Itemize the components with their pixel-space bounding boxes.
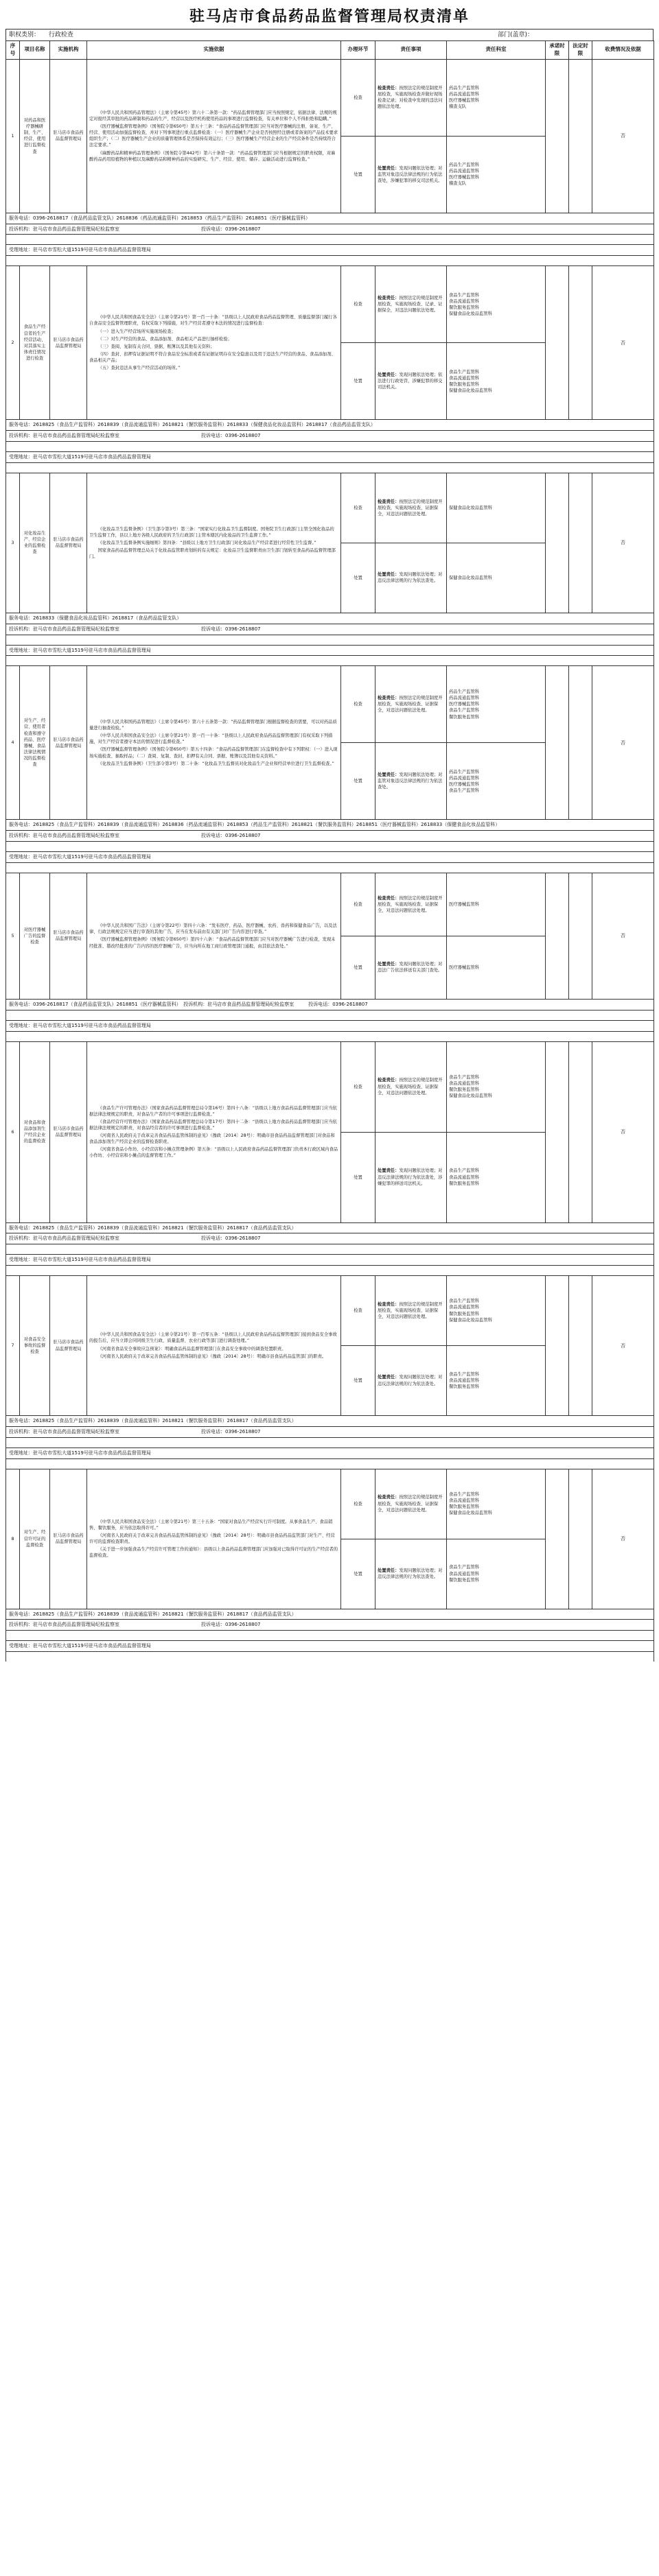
duty-title: 处置责任： (378, 572, 400, 578)
spacer-cell (6, 842, 654, 852)
spacer-cell (6, 1266, 654, 1276)
agency-name: 驻马店市食品药品监督管理局 (50, 1041, 87, 1222)
fee-notes: 否 (592, 266, 654, 420)
undertake-limit (546, 266, 569, 420)
service-info-row (6, 1020, 654, 1031)
service-info-row (6, 420, 654, 431)
spacer-cell (6, 656, 654, 666)
service-complaint: 投诉机构：驻马店市食品药品监督管理局纪检监察室 投诉电话：0396-2618807 (6, 831, 654, 842)
duty-text (375, 343, 447, 420)
table-body (6, 59, 654, 1662)
duty-text (375, 1346, 447, 1416)
duty-title: 检查责任： (378, 296, 400, 301)
spacer-row (6, 1010, 654, 1020)
service-info-row (6, 999, 654, 1010)
basis-paragraph: （三）查阅、复制有关合同、票据、账簿以及其他有关资料； (97, 344, 215, 349)
service-info-row (6, 852, 654, 863)
duty-org: 食品生产监管科 食品流通监管科 餐饮服务监管科 保健食品化妆品监管科 (447, 343, 546, 420)
service-info-row (6, 624, 654, 635)
legal-limit (569, 1469, 592, 1609)
duty-desc: 发现问题依法处理；对违反法律法规的行为依法查处，涉嫌犯罪的移送司法机关。 (378, 1168, 443, 1186)
basis-text (87, 266, 341, 420)
duty-title: 处置责任： (378, 1375, 400, 1380)
basis-paragraph: 国家食品药品监督管理总局关于化妆品监管职责划转的有关规定：化妆品卫生监督职责由卫生部门划转至食品药品监督管理部门。 (89, 547, 336, 559)
service-complaint: 投诉机构：驻马店市食品药品监督管理局纪检监察室 投诉电话：0396-2618807 (6, 1233, 654, 1244)
duty-text (375, 1132, 447, 1222)
row-number: 2 (6, 266, 20, 420)
spacer-cell (6, 1631, 654, 1641)
spacer-cell (6, 862, 654, 873)
agency-name: 驻马店市食品药品监督管理局 (50, 1469, 87, 1609)
duty-text (375, 1041, 447, 1132)
duty-text (375, 136, 447, 213)
undertake-limit (546, 1276, 569, 1416)
service-info-row (6, 451, 654, 462)
spacer-row (6, 842, 654, 852)
service-phone: 服务电话：0396-2618817（食品药品监管支队）2618851（医疗器械监管科） 投诉机构：驻马店市食品药品监督管理局纪检监察室 投诉电话：0396-2618807 (6, 999, 654, 1010)
item-name: 对食品安全事故的监督检查 (20, 1276, 50, 1416)
duty-desc: 发现问题依法处理；依法进行行政处罚，涉嫌犯罪的移交司法机关。 (378, 373, 443, 390)
service-phone: 服务电话：2618825（食品生产监管科）2618839（食品流通监管科）2618836（药品流通监管科）2618853（药品生产监管科）2618821（餐饮服务监管科）2618851（医疗器械监管科）2618833（保健食品化妆品监管科） (6, 820, 654, 831)
spacer-cell (6, 441, 654, 451)
category-label: 职权类别： (9, 32, 41, 38)
agency-name: 驻马店市食品药品监督管理局 (50, 666, 87, 820)
agency-name: 驻马店市食品药品监督管理局 (50, 59, 87, 213)
service-complaint: 投诉机构：驻马店市食品药品监督管理局纪检监察室 投诉电话：0396-2618807 (6, 224, 654, 235)
row-number: 4 (6, 666, 20, 820)
basis-paragraph: 《河南省食品安全事故应急预案》：明确食品药品监督管理部门在食品安全事故中的调查处置职责。 (97, 1346, 286, 1351)
service-info-row (6, 431, 654, 442)
duty-title: 检查责任： (378, 499, 400, 504)
duty-title: 处置责任： (378, 1568, 400, 1573)
basis-text (87, 1276, 341, 1416)
duty-org: 食品生产监管科 食品流通监管科 餐饮服务监管科 保健食品化妆品监管科 (447, 266, 546, 343)
service-phone: 服务电话：2618825（食品生产监管科）2618839（食品流通监管科）2618821（餐饮服务监管科）2618833（保健食品化妆品监管科）2618817（食品药品监管支队） (6, 420, 654, 431)
legal-limit (569, 873, 592, 999)
duty-title: 检查责任： (378, 86, 400, 91)
basis-paragraph: 《中华人民共和国食品安全法》（主席令第21号）第一百零五条：“县级以上人民政府食品药品监督管理部门接到食品安全事故的报告后，应当立即会同同级卫生行政、质量监督、农业行政等部门进行调查处理。” (89, 1332, 337, 1344)
step-name: 检查 (341, 59, 375, 136)
service-info-row (6, 1255, 654, 1266)
duty-text (375, 1539, 447, 1609)
duty-org: 食品生产监管科 食品流通监管科 餐饮服务监管科 保健食品化妆品监管科 (447, 1469, 546, 1539)
basis-paragraph: 《河南省人民政府关于改革完善食品药品监管体制的意见》（豫政〔2014〕28号）：明确市县食品药品监管部门的职责。 (97, 1354, 327, 1359)
duty-text (375, 1276, 447, 1346)
duty-desc: 按照法定的规范制度开展检查，实施现场检查、记录、证据保全，对违法问题依法处理。 (378, 296, 443, 314)
spacer-row (6, 441, 654, 451)
fee-notes: 否 (592, 1276, 654, 1416)
spacer-row (6, 462, 654, 473)
header-no: 序号 (6, 41, 20, 60)
duty-text (375, 266, 447, 343)
service-address: 受理地址：驻马店市雪松大道1519号驻马店市食品药品监督管理局 (6, 1641, 654, 1652)
basis-paragraph: （二）对生产经营的食品、食品添加剂、食品相关产品进行抽样检验； (97, 336, 232, 342)
service-complaint: 投诉机构：驻马店市食品药品监督管理局纪检监察室 投诉电话：0396-2618807 (6, 1620, 654, 1631)
header-notes: 收费情况及依据 (592, 41, 654, 60)
basis-text (87, 1041, 341, 1222)
basis-paragraph: 《中华人民共和国广告法》（主席令第22号）第四十六条：“发布医疗、药品、医疗器械、农药、兽药和保健食品广告，以及法律、行政法规规定应当进行审查的其他广告，应当在发布前由有关部门对广告内容进行审查。” (89, 923, 337, 935)
basis-text (87, 1469, 341, 1609)
legal-limit (569, 1041, 592, 1222)
legal-limit (569, 59, 592, 213)
fee-notes: 否 (592, 1469, 654, 1609)
spacer-cell (6, 1458, 654, 1469)
spacer-cell (6, 1010, 654, 1020)
table-row (6, 666, 654, 743)
duty-org: 药品生产监管科 药品流通监管科 医疗器械监管科 食品生产监管科 餐饮服务监管科 (447, 666, 546, 743)
basis-paragraph: 《河南省人民政府关于改革完善食品药品监管体制的意见》（豫政〔2014〕28号）：明确市县食品药品监管部门对生产、经营许可的监督检查职责。 (89, 1533, 335, 1545)
step-name: 处置 (341, 343, 375, 420)
basis-paragraph: （四）查封、扣押有证据证明不符合食品安全标准或者有证据证明存在安全隐患以及用于违法生产经营的食品、食品添加剂、食品相关产品； (89, 351, 336, 364)
step-name: 检查 (341, 1041, 375, 1132)
table-row (6, 266, 654, 343)
duty-desc: 按照法定的规范制度开展检查，实施现场检查、证据保全，对违法问题依法处理。 (378, 1301, 443, 1320)
spacer-row (6, 1458, 654, 1469)
spacer-row (6, 1631, 654, 1641)
duty-org: 食品生产监管科 食品流通监管科 餐饮服务监管科 保健食品化妆品监管科 (447, 1041, 546, 1132)
header-duty: 责任事项 (375, 41, 447, 60)
duty-org: 食品生产监管科 食品流通监管科 餐饮服务监管科 (447, 1132, 546, 1222)
basis-paragraph: 《中华人民共和国食品安全法》（主席令第21号）第一百一十条：“县级以上人民政府食品药品监督管理、质量监督部门履行各自食品安全监督管理职责，有权采取下列措施，对生产经营者遵守本法的情况进行监督检查： (89, 315, 337, 327)
undertake-limit (546, 473, 569, 613)
service-phone: 服务电话：2618825（食品生产监管科）2618839（食品流通监管科）2618821（餐饮服务监管科）2618817（食品药品监管支队） (6, 1609, 654, 1620)
item-name: 对化妆品生产、经营企业的监督检查 (20, 473, 50, 613)
spacer-cell (6, 1437, 654, 1447)
duty-text (375, 543, 447, 613)
category-info (9, 29, 80, 40)
service-info-row (6, 224, 654, 235)
duty-org: 食品生产监管科 食品流通监管科 餐饮服务监管科 (447, 1539, 546, 1609)
item-name: 食品生产经营者的生产经营活动、对其落实主体责任情况进行检查 (20, 266, 50, 420)
header-undertake: 承诺时限 (546, 41, 569, 60)
service-phone: 服务电话：2618825（食品生产监管科）2618839（食品流通监管科）2618821（餐饮服务监管科）2618817（食品药品监管支队） (6, 1416, 654, 1427)
basis-paragraph: 《化妆品卫生监督条例》（卫生部令第3号）第二十条：“化妆品卫生监督员对化妆品生产企业和经营单位进行卫生监督检查。” (97, 761, 334, 766)
duty-desc: 按照法定的规范制度开展检查，实施现场检查、证据保全，对违法问题依法处理。 (378, 1078, 443, 1096)
duty-title: 检查责任： (378, 1078, 400, 1083)
spacer-row (6, 656, 654, 666)
service-info-row (6, 831, 654, 842)
dept-stamp-label: 部门(盖章)： (497, 32, 533, 38)
duty-title: 处置责任： (378, 373, 400, 378)
step-name: 处置 (341, 1539, 375, 1609)
legal-limit (569, 666, 592, 820)
legal-limit (569, 266, 592, 420)
table-row (6, 1041, 654, 1132)
agency-name: 驻马店市食品药品监督管理局 (50, 473, 87, 613)
basis-paragraph: 《食品生产许可管理办法》（国家食品药品监督管理总局令第16号）第四十八条：“县级以上地方食品药品监督管理部门应当依据法律法规规定的职责，对食品生产者的许可事项进行监督检查。” (89, 1105, 337, 1117)
basis-paragraph: 《关于进一步加强食品生产经营许可管理工作的通知》：县级以上食品药品监督管理部门应加强对已取得许可证的生产经营者的监督检查。 (89, 1547, 338, 1559)
page-title: 驻马店市食品药品监督管理局权责清单 (189, 8, 470, 25)
service-phone: 服务电话：2618833（保健食品化妆品监管科）2618817（食品药品监管支队） (6, 613, 654, 624)
undertake-limit (546, 873, 569, 999)
duty-text (375, 873, 447, 936)
spacer-row (6, 1031, 654, 1041)
step-name: 处置 (341, 743, 375, 820)
step-name: 检查 (341, 1469, 375, 1539)
spacer-cell (6, 462, 654, 473)
duty-text (375, 59, 447, 136)
legal-limit (569, 473, 592, 613)
basis-paragraph: 《医疗器械监督管理条例》（国务院令第650号）第五十四条：“食品药品监督管理部门在监督检查中有下列职权：（一）进入现场实施检查、抽取样品；（二）查阅、复制、查封、扣押有关合同、票据、账簿以及其他有关资料。” (89, 747, 338, 759)
duty-org: 医疗器械监管科 (447, 873, 546, 936)
duty-org: 保健食品化妆品监管科 (447, 473, 546, 543)
duty-text (375, 666, 447, 743)
header-legal: 法定时限 (569, 41, 592, 60)
spacer-row (6, 635, 654, 645)
basis-text (87, 666, 341, 820)
step-name: 检查 (341, 1276, 375, 1346)
service-address: 受理地址：驻马店市雪松大道1519号驻马店市食品药品监督管理局 (6, 245, 654, 256)
duty-desc: 发现问题依法处理；对监管对象违反法律法规的行为依法查处。 (378, 772, 443, 790)
item-name: 对食品和食品添加剂生产经营企业的监督检查 (20, 1041, 50, 1222)
service-info-row (6, 820, 654, 831)
step-name: 处置 (341, 936, 375, 999)
service-address: 受理地址：驻马店市雪松大道1519号驻马店市食品药品监督管理局 (6, 1255, 654, 1266)
meta-bar (5, 29, 654, 40)
service-phone: 服务电话：0396-2618817（食品药品监管支队）2618836（药品流通监管科）2618853（药品生产监管科）2618851（医疗器械监管科） (6, 213, 654, 224)
fee-notes: 否 (592, 59, 654, 213)
table-header-row (6, 41, 654, 60)
duty-desc: 按照法定的规范制度开展检查，实施现场检查、证据保全，对违法问题依法处理。 (378, 1495, 443, 1513)
item-name: 对生产、经营、使用者检查和遵守药品、医疗器械、食品法律法规情况的监督检查 (20, 666, 50, 820)
basis-paragraph: 《化妆品卫生监督条例实施细则》第四条：“县级以上地方卫生行政部门对化妆品生产经营者进行经常性卫生监督。” (97, 540, 316, 545)
spacer-row (6, 1652, 654, 1662)
row-number: 3 (6, 473, 20, 613)
header-item: 项目名称 (20, 41, 50, 60)
basis-paragraph: 《中华人民共和国药品管理法》（主席令第45号）第六十二条第一款：“药品监督管理部门应当按照规定，依据法律、法规的规定对报经其审批的药品研制和药品的生产、经营以及医疗机构使用药品的事项进行监督检查，有关单位和个人不得拒绝和隐瞒。” (89, 110, 337, 121)
duty-title: 处置责任： (378, 165, 400, 171)
spacer-cell (6, 235, 654, 245)
duty-org: 保健食品化妆品监管科 (447, 543, 546, 613)
undertake-limit (546, 1469, 569, 1609)
responsibility-table (5, 40, 654, 1662)
service-address: 受理地址：驻马店市雪松大道1519号驻马店市食品药品监督管理局 (6, 1020, 654, 1031)
duty-desc: 发现问题依法处理；对违反法律法规的行为依法查处。 (378, 1568, 443, 1580)
service-info-row (6, 1416, 654, 1427)
duty-desc: 发现问题依法处理；对违法广告依法移送有关部门查处。 (378, 962, 443, 973)
fee-notes: 否 (592, 1041, 654, 1222)
spacer-row (6, 1244, 654, 1255)
spacer-row (6, 1266, 654, 1276)
service-info-row (6, 1641, 654, 1652)
header-agency: 实施机构 (50, 41, 87, 60)
duty-org: 药品生产监管科 药品流通监管科 医疗器械监管科 食品生产监管科 (447, 743, 546, 820)
agency-name: 驻马店市食品药品监督管理局 (50, 266, 87, 420)
service-complaint: 投诉机构：驻马店市食品药品监督管理局纪检监察室 投诉电话：0396-2618807 (6, 431, 654, 442)
spacer-cell (6, 635, 654, 645)
service-info-row (6, 1609, 654, 1620)
item-name: 对药品和医疗器械研制、生产、经营、使用进行监督检查 (20, 59, 50, 213)
service-info-row (6, 645, 654, 656)
duty-org: 药品生产监管科 药品流通监管科 医疗器械监管科 稽查支队 (447, 59, 546, 136)
basis-paragraph: 《医疗器械监督管理条例》（国务院令第650号）第四十六条：“食品药品监督管理部门应当对医疗器械广告进行检查，发现未经批准、篡改经批准的广告内容的医疗器械广告，应当向所在地工商行政管理部门通报，由其依法查处。” (89, 937, 336, 949)
fee-notes: 否 (592, 873, 654, 999)
agency-name: 驻马店市食品药品监督管理局 (50, 873, 87, 999)
duty-text (375, 936, 447, 999)
spacer-cell (6, 1652, 654, 1662)
service-info-row (6, 213, 654, 224)
row-number: 6 (6, 1041, 20, 1222)
duty-title: 检查责任： (378, 696, 400, 701)
service-info-row (6, 1222, 654, 1233)
spacer-cell (6, 1031, 654, 1041)
basis-paragraph: 《医疗器械监督管理条例》（国务院令第650号）第五十三条：“食品药品监督管理部门应当对医疗器械的注册、备案、生产、经营、使用活动加强监督检查，并对下列事项进行重点监督检查：（一）医疗器械生产企业是否按照经注册或者备案的产品技术要求组织生产；（二）医疗器械生产企业的质量管理体系是否保持有效运行；（三）医疗器械生产经营企业的生产经营条件是否持续符合法定要求。” (89, 124, 338, 148)
basis-paragraph: 《中华人民共和国食品安全法》（主席令第21号）第三十五条：“国家对食品生产经营实行许可制度。从事食品生产、食品销售、餐饮服务，应当依法取得许可。” (89, 1519, 333, 1531)
basis-paragraph: 《中华人民共和国药品管理法》（主席令第45号）第六十五条第一款：“药品监督管理部门根据监督检查的需要，可以对药品质量进行抽查检验。” (89, 719, 337, 731)
basis-paragraph: 《河南省人民政府关于改革完善食品药品监管体制的意见》（豫政〔2014〕28号）：明确市县食品药品监督管理部门对食品和食品添加剂生产经营企业的监督检查职责。 (89, 1133, 335, 1145)
basis-text (87, 59, 341, 213)
duty-desc: 按照法定的规范制度开展检查，实施现场检查并做好现场检查记录；对检查中发现的违法问题依法处理。 (378, 86, 443, 110)
step-name: 处置 (341, 136, 375, 213)
service-info-row (6, 1233, 654, 1244)
spacer-cell (6, 256, 654, 266)
step-name: 处置 (341, 543, 375, 613)
service-complaint: 投诉机构：驻马店市食品药品监督管理局纪检监察室 投诉电话：0396-2618807 (6, 1426, 654, 1437)
service-address: 受理地址：驻马店市雪松大道1519号驻马店市食品药品监督管理局 (6, 645, 654, 656)
basis-paragraph: 《麻醉药品和精神药品管理条例》（国务院令第442号）第六十条第一款：“药品监督管理部门应当根据规定的职责权限，对麻醉药品药用原植物的种植以及麻醉药品和精神药品的实验研究、生产、经营、使用、储存、运输活动进行监督检查。” (89, 150, 336, 162)
table-row (6, 59, 654, 136)
service-address: 受理地址：驻马店市雪松大道1519号驻马店市食品药品监督管理局 (6, 451, 654, 462)
duty-org: 药品生产监管科 药品流通监管科 医疗器械监管科 稽查支队 (447, 136, 546, 213)
item-name: 对医疗器械广告的监督检查 (20, 873, 50, 999)
service-info-row (6, 1447, 654, 1458)
undertake-limit (546, 1041, 569, 1222)
row-number: 7 (6, 1276, 20, 1416)
item-name: 对生产、经营许可证的监督检查 (20, 1469, 50, 1609)
duty-title: 检查责任： (378, 1495, 400, 1500)
undertake-limit (546, 59, 569, 213)
duty-text (375, 743, 447, 820)
duty-title: 处置责任： (378, 962, 400, 967)
fee-notes: 否 (592, 473, 654, 613)
service-phone: 服务电话：2618825（食品生产监管科）2618839（食品流通监管科）2618821（餐饮服务监管科）2618817（食品药品监管支队） (6, 1222, 654, 1233)
basis-paragraph: 《食品经营许可管理办法》（国家食品药品监督管理总局令第17号）第四十二条：“县级以上地方食品药品监督管理部门应当依据法律法规规定的职责，对食品经营者的许可事项进行监督检查。” (89, 1119, 337, 1131)
row-number: 1 (6, 59, 20, 213)
spacer-cell (6, 1244, 654, 1255)
duty-desc: 按照法定的规范制度开展检查，实施现场检查、证据保全，对违法问题依法处理。 (378, 499, 443, 517)
header-basis: 实施依据 (87, 41, 341, 60)
step-name: 检查 (341, 266, 375, 343)
basis-text (87, 873, 341, 999)
spacer-row (6, 235, 654, 245)
header-duty-org: 责任科室 (447, 41, 546, 60)
basis-paragraph: （五）查封违法从事生产经营活动的场所。” (97, 366, 181, 371)
step-name: 处置 (341, 1346, 375, 1416)
step-name: 检查 (341, 473, 375, 543)
service-info-row (6, 245, 654, 256)
table-row (6, 473, 654, 543)
table-row (6, 1276, 654, 1346)
undertake-limit (546, 666, 569, 820)
category-value: 行政检查 (48, 32, 73, 38)
row-number: 8 (6, 1469, 20, 1609)
basis-paragraph: 《河南省食品小作坊、小经营店和小摊点管理条例》第五条：“县级以上人民政府食品药品监督管理部门负责本行政区域内食品小作坊、小经营店和小摊点的监督管理工作。” (89, 1147, 338, 1159)
spacer-row (6, 1437, 654, 1447)
basis-paragraph: 《化妆品卫生监督条例》（卫生部令第3号）第三条：“国家实行化妆品卫生监督制度。国务院卫生行政部门主管全国化妆品的卫生监督工作，县以上地方各级人民政府的卫生行政部门主管本辖区内化妆品的卫生监督工作。” (89, 526, 334, 538)
duty-title: 检查责任： (378, 895, 400, 901)
spacer-row (6, 862, 654, 873)
duty-desc: 发现问题依法处理；对违反法律法规的行为依法查处。 (378, 1375, 443, 1386)
fee-notes: 否 (592, 666, 654, 820)
spacer-row (6, 256, 654, 266)
step-name: 检查 (341, 873, 375, 936)
duty-org: 医疗器械监管科 (447, 936, 546, 999)
duty-title: 处置责任： (378, 772, 400, 778)
table-row (6, 873, 654, 936)
basis-paragraph: （一）进入生产经营场所实施现场检查； (97, 329, 176, 334)
service-address: 受理地址：驻马店市雪松大道1519号驻马店市食品药品监督管理局 (6, 852, 654, 863)
duty-desc: 发现问题依法处理；对监管对象违反法律法规的行为依法查处，涉嫌犯罪的移交司法机关。 (378, 165, 443, 183)
row-number: 5 (6, 873, 20, 999)
basis-text (87, 473, 341, 613)
duty-org: 食品生产监管科 食品流通监管科 餐饮服务监管科 保健食品化妆品监管科 (447, 1276, 546, 1346)
service-address: 受理地址：驻马店市雪松大道1519号驻马店市食品药品监督管理局 (6, 1447, 654, 1458)
service-complaint: 投诉机构：驻马店市食品药品监督管理局纪检监察室 投诉电话：0396-2618807 (6, 624, 654, 635)
basis-paragraph: 《中华人民共和国食品安全法》（主席令第21号）第一百一十条：“县级以上人民政府食品药品监督管理部门有权采取下列措施，对生产经营者遵守本法的情况进行监督检查。” (89, 733, 333, 745)
duty-org: 食品生产监管科 食品流通监管科 餐饮服务监管科 (447, 1346, 546, 1416)
duty-desc: 发现问题依法处理；对违反法律法规的行为依法查处。 (378, 572, 443, 584)
service-info-row (6, 1620, 654, 1631)
duty-text (375, 1469, 447, 1539)
step-name: 处置 (341, 1132, 375, 1222)
agency-name: 驻马店市食品药品监督管理局 (50, 1276, 87, 1416)
duty-desc: 按照法定的规范制度开展检查，实施现场检查、证据保全，对违法问题依法处理。 (378, 696, 443, 713)
service-info-row (6, 1426, 654, 1437)
duty-desc: 按照法定的规范制度开展检查，实施现场检查、证据保全，对违法问题依法处理。 (378, 895, 443, 913)
legal-limit (569, 1276, 592, 1416)
duty-text (375, 473, 447, 543)
duty-title: 检查责任： (378, 1301, 400, 1307)
step-name: 检查 (341, 666, 375, 743)
table-row (6, 1469, 654, 1539)
header-step: 办理环节 (341, 41, 375, 60)
duty-title: 处置责任： (378, 1168, 400, 1174)
service-info-row (6, 613, 654, 624)
